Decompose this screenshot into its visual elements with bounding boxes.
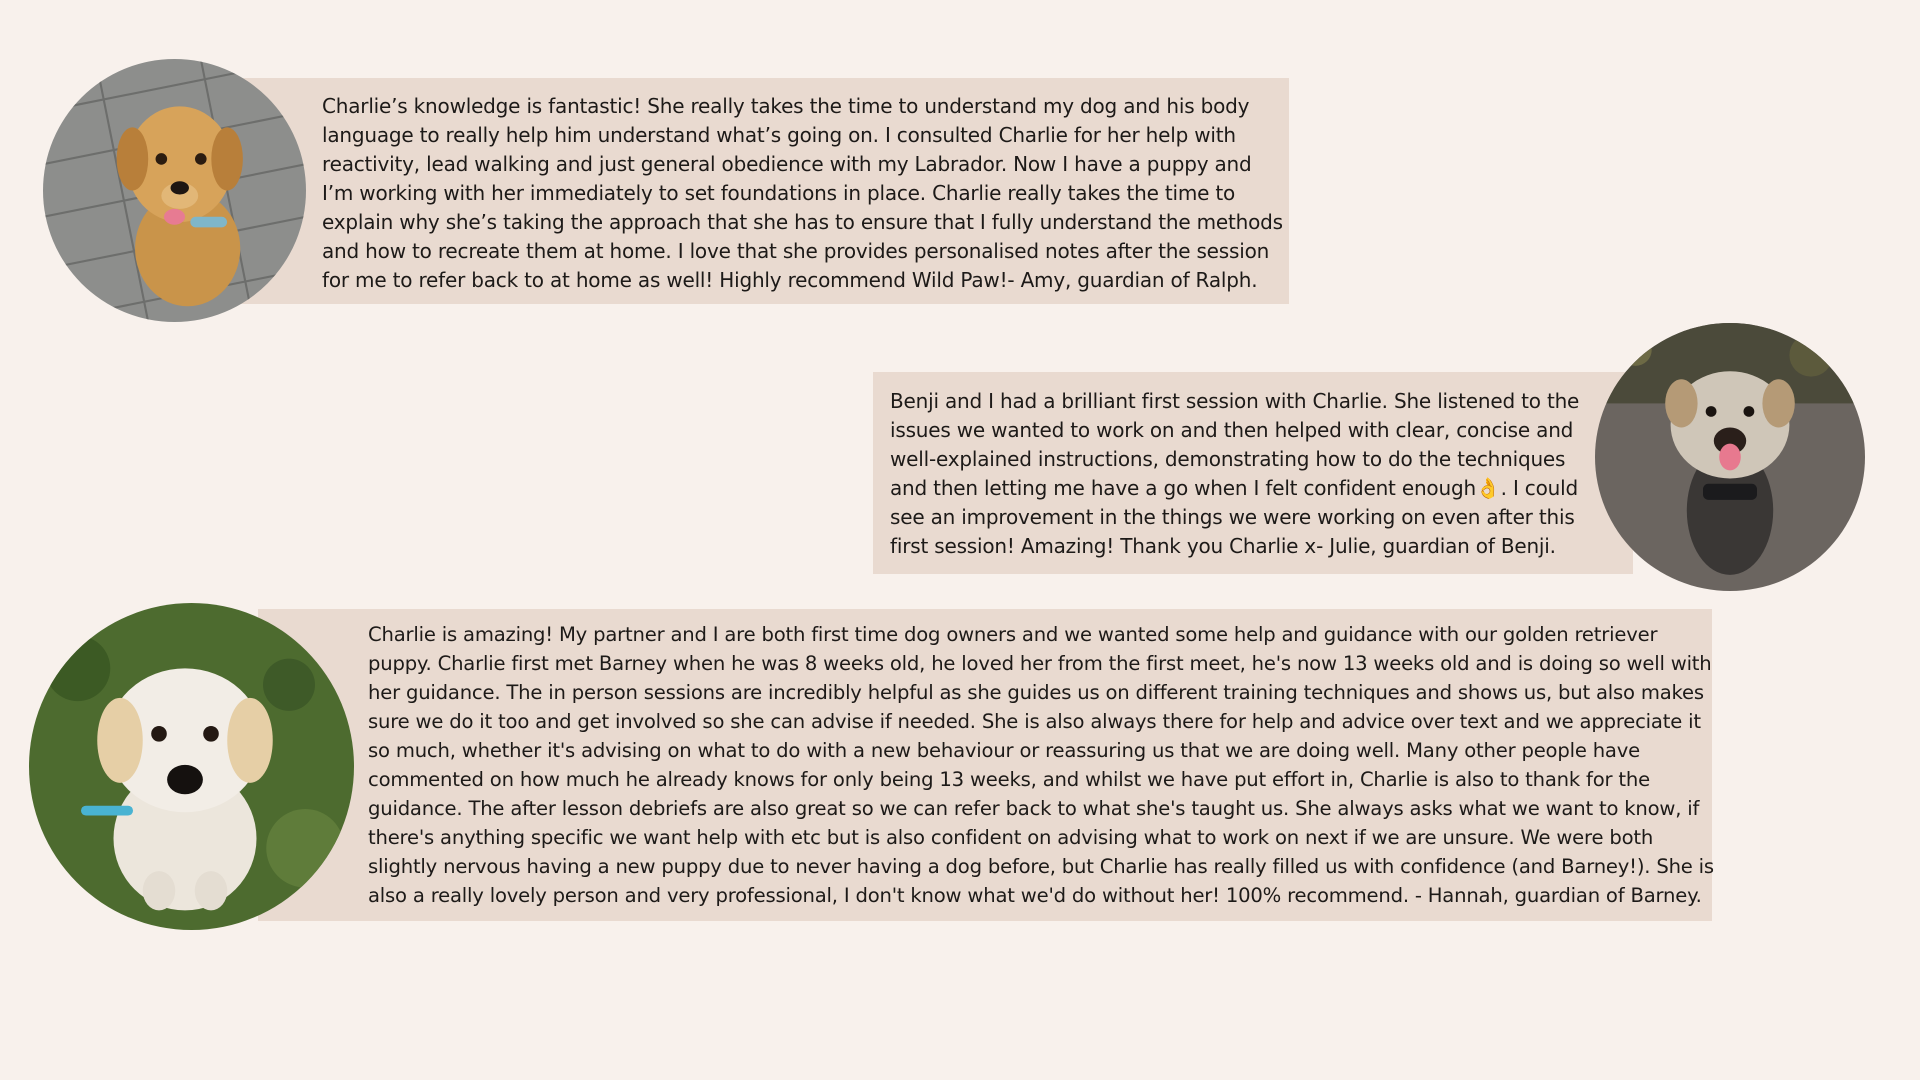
- ok-hand-emoji-icon: 👌: [1475, 476, 1501, 500]
- yorkshire-terrier-photo: [1595, 323, 1865, 591]
- testimonial-text-hannah: Charlie is amazing! My partner and I are both first time dog owners and we wanted some help and guidance with our golden retriever puppy. Charlie first met Barney when he was 8 weeks old, he loved her from the first meet, he's now 13 weeks old and is doing so well with her guidance. The in person sessions are incredibly helpful as she guides us on different training techniques and shows us, but also makes sure we do it too and get involved so she can advise if needed. She is also always there for help and advice over text and we appreciate it so much, whether it's advising on what to do with a new behaviour or reassuring us that we are doing well. Many other people have commented on how much he already knows for only being 13 weeks, and whilst we have put effort in, Charlie is also to thank for the guidance. The after lesson debriefs are also great so we can refer back to what she's taught us. She always asks what we want to know, if there's anything specific we want help with etc but is also confident on advising what to work on next if we are unsure. We were both slightly nervous having a new puppy due to never having a dog before, but Charlie has really filled us with confidence (and Barney!). She is also a really lovely person and very professional, I don't know what we'd do without her! 100% recommend. - Hannah, guardian of Barney.: [368, 623, 1714, 907]
- testimonial-text-julie: [890, 387, 1580, 561]
- testimonial-text-julie-part1: Benji and I had a brilliant first session with Charlie. She listened to the issues we wanted to work on and then helped with clear, concise and well-explained instructions, demonstrating how to do the techniques and then letting me have a go when I felt confident enough: [890, 389, 1580, 500]
- golden-retriever-puppy-photo: [29, 603, 354, 930]
- testimonial-text-julie-part2: . I could see an improvement in the things we were working on even after this first session! Amazing! Thank you Charlie x- Julie, guardian of Benji.: [890, 476, 1578, 558]
- testimonial-text-amy: Charlie’s knowledge is fantastic! She really takes the time to understand my dog and his body language to really help him understand what’s going on. I consulted Charlie for her help with reactivity, lead walking and just general obedience with my Labrador. Now I have a puppy and I’m working with her immediately to set foundations in place. Charlie really takes the time to explain why she’s taking the approach that she has to ensure that I fully understand the methods and how to recreate them at home. I love that she provides personalised notes after the session for me to refer back to at home as well! Highly recommend Wild Paw!- Amy, guardian of Ralph.: [322, 94, 1283, 292]
- labrador-puppy-photo: [43, 59, 306, 322]
